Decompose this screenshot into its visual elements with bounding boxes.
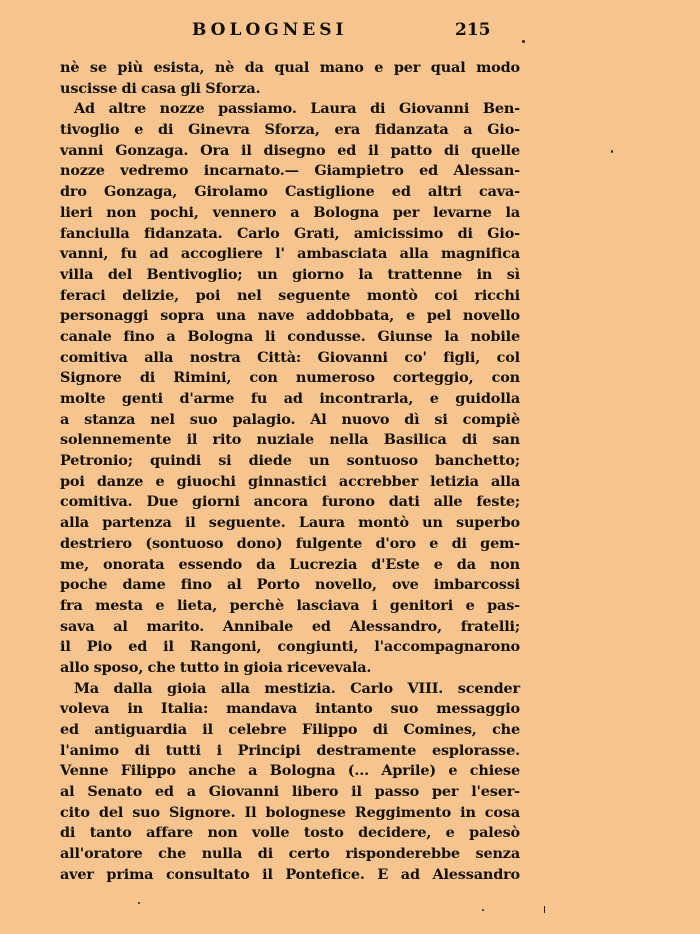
text-line: nozze vedremo incarnato.— Giampietro ed Alessan- [60, 162, 520, 180]
text-line: l'animo di tutti i Principi destramente esplorasse. [60, 741, 520, 759]
text-line: molte genti d'arme fu ad incontrarla, e guidolla [60, 390, 520, 407]
text-line: Petronio; quindi si diede un sontuoso banchetto; [60, 452, 520, 470]
text-line: Ad altre nozze passiamo. Laura di Giovanni Ben- [74, 100, 520, 118]
text-line: cito del suo Signore. Il bolognese Reggimento in cosa [60, 803, 520, 821]
text-line: a stanza nel suo palagio. Al nuovo dì si compiè [60, 410, 520, 428]
body-text [60, 58, 520, 886]
text-line: all'oratore che nulla di certo risponderebbe senza [60, 845, 520, 863]
text-line: villa del Bentivoglio; un giorno la trattenne in sì [60, 265, 520, 283]
text-line: tivoglio e di Ginevra Sforza, era fidanzata a Gio- [60, 121, 520, 139]
ink-speck [482, 909, 484, 911]
text-line: poi danze e giuochi ginnastici accrebber letizia alla [60, 472, 520, 490]
text-line: voleva in Italia: mandava intanto suo messaggio [60, 700, 520, 718]
text-line: aver prima consultato il Pontefice. E ad Alessandro [60, 865, 520, 883]
text-line: il Pio ed il Rangoni, congiunti, l'accompagnarono [60, 638, 520, 656]
text-line: di tanto affare non volle tosto decidere, e palesò [60, 824, 520, 842]
text-line: Signore di Rimini, con numeroso corteggio, con [60, 369, 520, 387]
text-line: vanni Gonzaga. Ora il disegno ed il patto di quelle [60, 141, 520, 159]
ink-speck [611, 150, 613, 153]
text-line: al Senato ed a Giovanni libero il passo per l'eser- [60, 783, 520, 801]
text-line: me, onorata essendo da Lucrezia d'Este e da non [60, 555, 520, 573]
text-line: poche dame fino al Porto novello, ove imbarcossi [60, 576, 520, 594]
text-line: lieri non pochi, vennero a Bologna per levarne la [60, 203, 520, 221]
text-line: ed antiguardia il celebre Filippo di Comines, che [60, 721, 520, 738]
text-line: nè se più esista, nè da qual mano e per qual modo [60, 59, 520, 76]
text-line: fra mesta e lieta, perchè lasciava i genitori e pas- [60, 596, 520, 614]
text-line: uscisse di casa gli Sforza. [60, 79, 261, 97]
text-line: canale fino a Bologna li condusse. Giunse la nobile [60, 327, 520, 345]
text-line: fanciulla fidanzata. Carlo Grati, amicissimo di Gio- [60, 224, 520, 242]
ink-speck [544, 906, 545, 913]
text-line: sava al marito. Annibale ed Alessandro, fratelli; [60, 617, 520, 635]
text-line: Venne Filippo anche a Bologna (... Aprile) e chiese [60, 762, 520, 780]
text-line: comitiva alla nostra Città: Giovanni co' figli, col [60, 348, 520, 366]
text-line: personaggi sopra una nave addobbata, e pel novello [60, 307, 520, 325]
text-line: comitiva. Due giorni ancora furono dati alle feste; [60, 493, 520, 511]
text-line: Ma dalla gioia alla mestizia. Carlo VIII. scender [74, 679, 520, 697]
ink-speck [522, 40, 525, 43]
ink-speck [138, 902, 140, 904]
page-number: 215 [455, 20, 491, 40]
text-line: vanni, fu ad accogliere l' ambasciata alla magnifica [60, 245, 520, 263]
text-line: dro Gonzaga, Girolamo Castiglione ed altri cava- [60, 183, 520, 201]
running-head [0, 20, 700, 46]
text-line: allo sposo, che tutto in gioia ricevevala. [60, 658, 372, 676]
text-line: alla partenza il seguente. Laura montò un superbo [60, 514, 520, 532]
text-line: destriero (sontuoso dono) fulgente d'oro e di gem- [60, 534, 520, 552]
running-title: BOLOGNESI [192, 20, 348, 40]
text-line: solennemente il rito nuziale nella Basilica di san [60, 431, 520, 449]
text-line: feraci delizie, poi nel seguente montò coi ricchi [60, 286, 520, 304]
